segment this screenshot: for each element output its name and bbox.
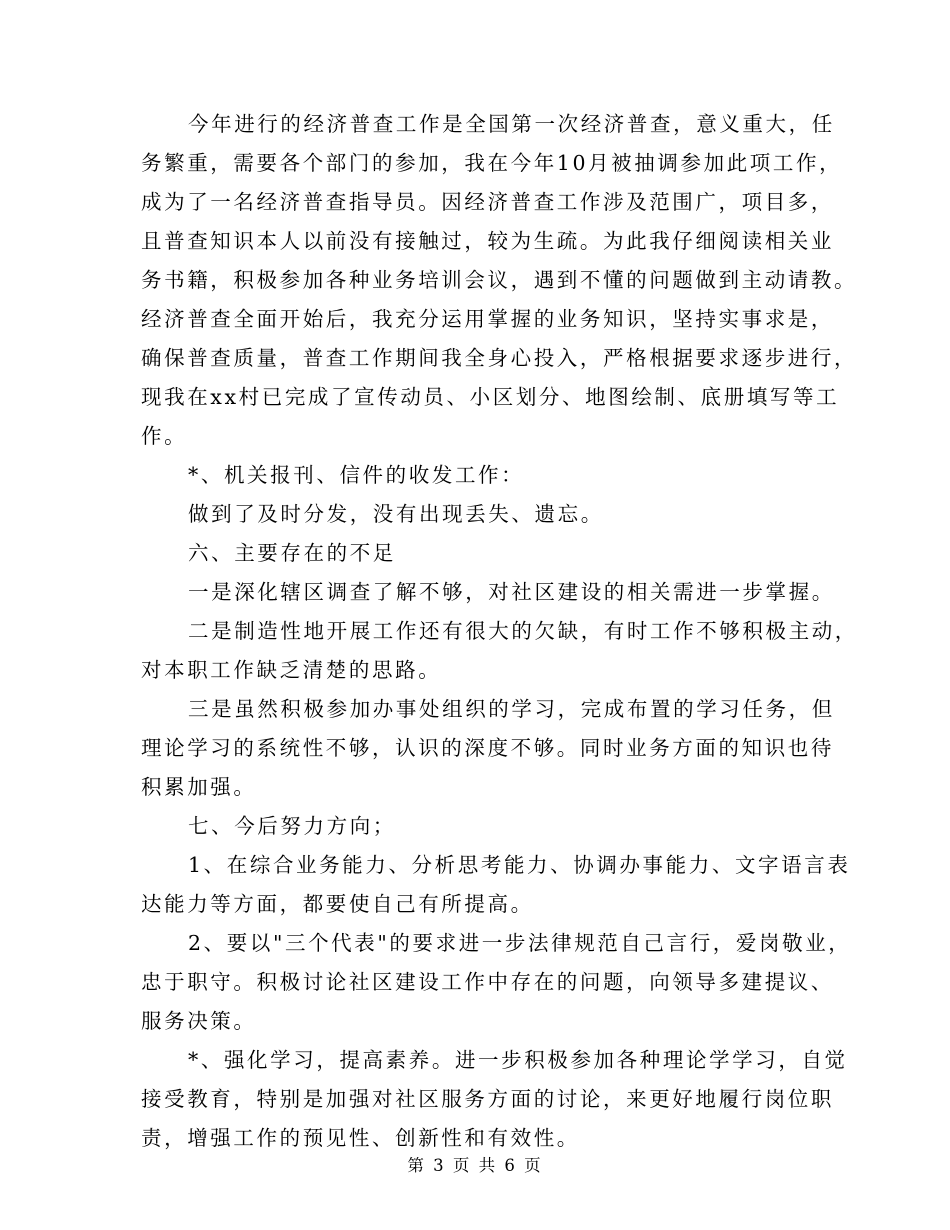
text-line: 1、在综合业务能力、分析思考能力、协调办事能力、文字语言表 <box>188 853 851 877</box>
text-line: 达能力等方面，都要使自己有所提高。 <box>141 892 534 916</box>
text-line: 做到了及时分发，没有出现丢失、遗忘。 <box>188 502 604 526</box>
text-line: 三是虽然积极参加办事处组织的学习，完成布置的学习任务，但 <box>188 697 835 721</box>
text-line: 忠于职守。积极讨论社区建设工作中存在的问题，向领导多建提议、 <box>141 970 834 994</box>
text-line: 作。 <box>141 424 188 448</box>
text-line: 积累加强。 <box>141 775 257 799</box>
text-line: 对本职工作缺乏清楚的思路。 <box>141 658 442 682</box>
page-footer: 第 3 页 共 6 页 <box>407 1156 543 1175</box>
text-line: 今年进行的经济普查工作是全国第一次经济普查，意义重大，任 <box>188 112 835 136</box>
text-line: 理论学习的系统性不够，认识的深度不够。同时业务方面的知识也待 <box>141 736 834 760</box>
section-heading: 七、今后努力方向； <box>188 814 396 838</box>
section-heading: 六、主要存在的不足 <box>188 541 396 565</box>
text-line: 一是深化辖区调查了解不够，对社区建设的相关需进一步掌握。 <box>188 580 835 604</box>
text-line: 接受教育，特别是加强对社区服务方面的讨论，来更好地履行岗位职 <box>141 1087 834 1111</box>
text-line: 服务决策。 <box>141 1009 257 1033</box>
text-line: 现我在xx村已完成了宣传动员、小区划分、地图绘制、底册填写等工 <box>141 385 840 409</box>
text-line: 2、要以"三个代表"的要求进一步法律规范自己言行，爱岗敬业， <box>188 931 852 955</box>
text-line: 成为了一名经济普查指导员。因经济普查工作涉及范围广，项目多， <box>141 190 834 214</box>
text-line: 务繁重，需要各个部门的参加，我在今年10月被抽调参加此项工作， <box>141 151 843 175</box>
text-line: 务书籍，积极参加各种业务培训会议，遇到不懂的问题做到主动请教。 <box>141 268 858 292</box>
text-line: 责，增强工作的预见性、创新性和有效性。 <box>141 1126 580 1150</box>
text-line: *、机关报刊、信件的收发工作： <box>188 463 525 487</box>
text-line: 且普查知识本人以前没有接触过，较为生疏。为此我仔细阅读相关业 <box>141 229 834 253</box>
text-line: 确保普查质量，普查工作期间我全身心投入，严格根据要求逐步进行， <box>141 346 858 370</box>
text-line: 经济普查全面开始后，我充分运用掌握的业务知识，坚持实事求是， <box>141 307 834 331</box>
text-line: *、强化学习，提高素养。进一步积极参加各种理论学学习，自觉 <box>188 1048 848 1072</box>
text-line: 二是制造性地开展工作还有很大的欠缺，有时工作不够积极主动， <box>188 619 858 643</box>
